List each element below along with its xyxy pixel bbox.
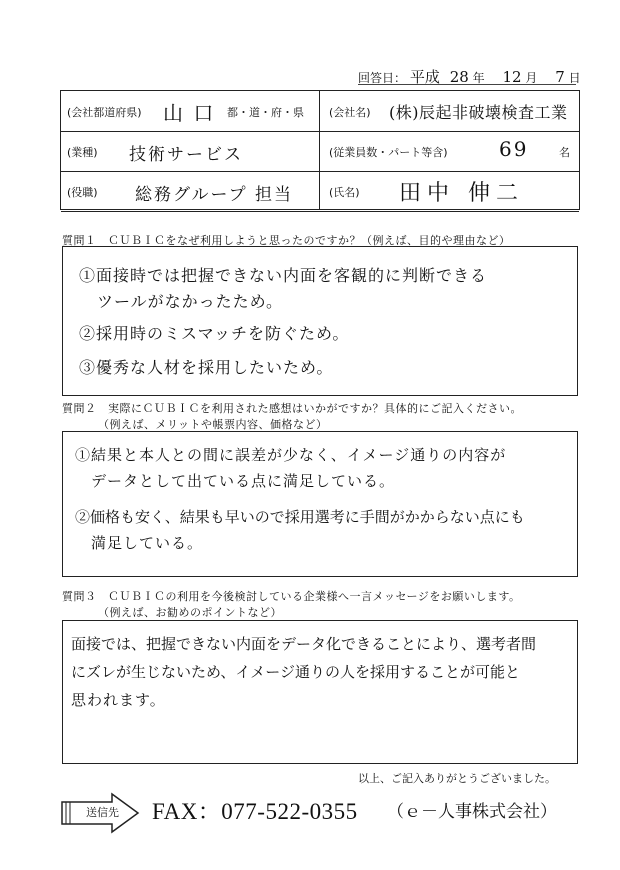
q3-title: 質問３ ＣＵＢＩＣの利用を今後検討している企業様へ一言メッセージをお願いします。 (62, 590, 521, 603)
q2-title: 質問２ 実際にＣＵＢＩＣを利用された感想はいかがですか？具体的にご記入ください。 (62, 402, 522, 415)
employees-value: 69 (499, 137, 529, 161)
name-value: 田中 伸二 (399, 181, 524, 206)
answer-date-label: 回答日： (358, 71, 407, 85)
fax-company: （ｅ－人事株式会社） (387, 802, 557, 821)
answer-date-day-unit: 日 (568, 71, 581, 85)
employees-unit: 名 (559, 146, 570, 159)
q3-subtitle: （例えば、お勧めのポイントなど） (98, 606, 282, 619)
profile-column-divider (319, 91, 320, 209)
q1-answer-box (62, 246, 578, 396)
q3-answer-line-2: にズレが生じないため、イメージ通りの人を採用することが可能と (71, 663, 520, 681)
profile-row-industry (61, 131, 579, 172)
company-value: (株)辰起非破壊検査工業 (389, 103, 568, 122)
name-label: (氏名) (329, 186, 360, 199)
position-label: (役職) (67, 186, 98, 199)
answer-date-month-unit: 月 (525, 71, 538, 85)
profile-row-position (61, 171, 579, 212)
company-label: (会社名) (329, 106, 371, 119)
answer-date-year-unit: 年 (472, 71, 485, 85)
q1-answer-line-4: ③優秀な人材を採用したいため。 (79, 358, 334, 377)
date-underline (358, 84, 576, 85)
profile-row-prefecture (61, 91, 579, 132)
answer-date-year: 28 (449, 68, 469, 86)
prefecture-suffix: 都・道・府・県 (227, 106, 304, 119)
profile-table (60, 90, 580, 210)
prefecture-value: 山 口 (163, 101, 216, 125)
q2-subtitle: （例えば、メリットや帳票内容、価格など） (98, 418, 328, 431)
q2-answer-line-2: データとして出ている点に満足している。 (91, 472, 396, 490)
q1-answer-line-2: ツールがなかったため。 (97, 292, 284, 311)
q3-answer-line-1: 面接では、把握できない内面をデータ化できることにより、選考者間 (71, 635, 537, 653)
fax-number: FAX：077-522-0355 (152, 799, 358, 824)
answer-date-day: 7 (555, 68, 565, 86)
prefecture-label: (会社都道府県) (67, 106, 142, 119)
q1-answer-line-1: ①面接時では把握できない内面を客観的に判断できる (79, 266, 488, 285)
q3-answer-line-3: 思われます。 (71, 691, 166, 709)
q2-answer-line-1: ①結果と本人との間に誤差が少なく、イメージ通りの内容が (75, 446, 507, 464)
employees-label: (従業員数・パート等含) (329, 146, 448, 159)
q2-answer-line-3: ②価格も安く、結果も早いので採用選考に手間がかからない点にも (75, 508, 525, 526)
q3-answer-box (62, 620, 578, 764)
q1-answer-line-3: ②採用時のミスマッチを防ぐため。 (79, 324, 350, 343)
position-value: 総務グループ 担当 (135, 185, 294, 205)
industry-label: (業種) (67, 146, 98, 159)
closing-thanks: 以上、ご記入ありがとうございました。 (358, 772, 556, 785)
industry-value: 技術サービス (129, 145, 243, 165)
send-to-label: 送信先 (86, 806, 119, 819)
answer-date-month: 12 (502, 68, 522, 86)
q1-title: 質問１ ＣＵＢＩＣをなぜ利用しようと思ったのですか？（例えば、目的や理由など） (62, 234, 511, 247)
q2-answer-line-4: 満足している。 (91, 534, 204, 552)
q2-answer-box (62, 431, 578, 577)
answer-date-era: 平成 (409, 68, 440, 86)
